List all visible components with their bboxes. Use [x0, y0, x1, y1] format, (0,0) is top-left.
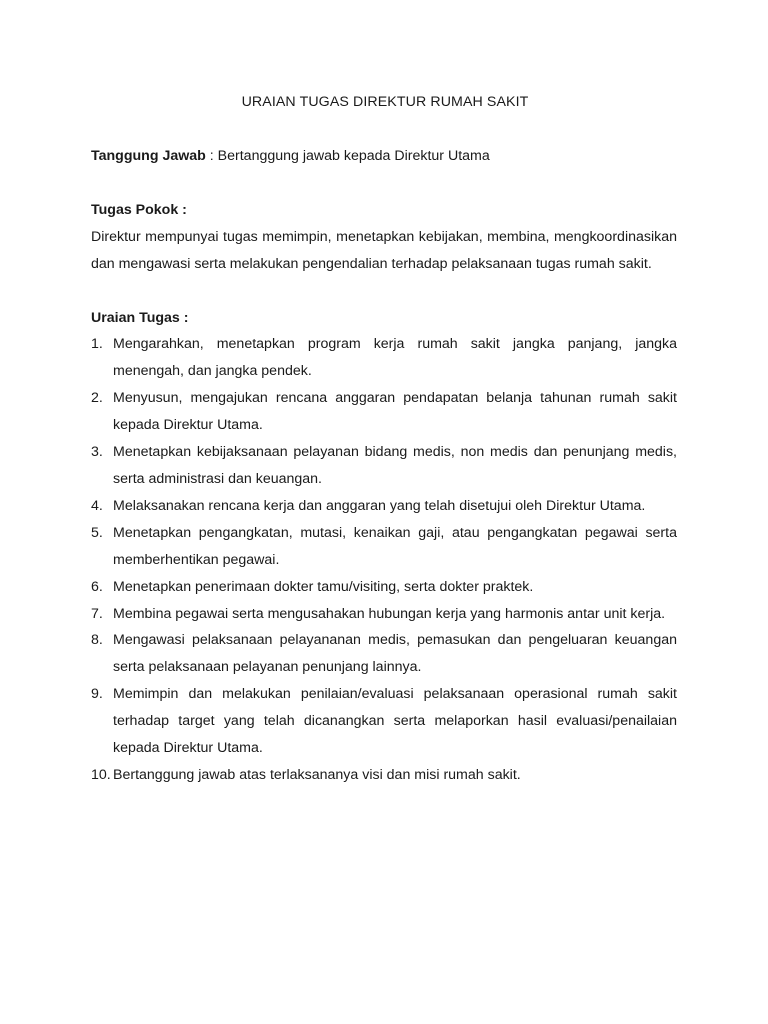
- list-item: [91, 331, 677, 385]
- list-item: [91, 520, 677, 574]
- spacer: [91, 116, 677, 143]
- duties-heading: Uraian Tugas :: [91, 309, 189, 326]
- list-item: [91, 385, 677, 439]
- list-item-number: 4.: [91, 497, 103, 514]
- spacer: [91, 170, 677, 197]
- responsibility-separator: :: [205, 147, 218, 164]
- list-item-text: Menyusun, mengajukan rencana anggaran pendapatan belanja tahunan rumah sakit kepada Direktur Utama.: [113, 390, 677, 434]
- list-item: [91, 627, 677, 681]
- responsibility-line: [91, 143, 677, 170]
- list-item-number: 2.: [91, 390, 103, 407]
- main-duty-heading: Tugas Pokok :: [91, 201, 187, 218]
- document-page: [91, 89, 677, 789]
- list-item-number: 8.: [91, 632, 103, 649]
- list-item-text: Membina pegawai serta mengusahakan hubungan kerja yang harmonis antar unit kerja.: [113, 605, 666, 622]
- list-item-text: Menetapkan penerimaan dokter tamu/visiting, serta dokter praktek.: [113, 578, 534, 595]
- list-item-text: Mengawasi pelaksanaan pelayananan medis, pemasukan dan pengeluaran keuangan serta pelaksanaan pelayanan penunjang lainnya.: [113, 632, 677, 676]
- list-item-text: Menetapkan pengangkatan, mutasi, kenaikan gaji, atau pengangkatan pegawai serta memberhentikan pegawai.: [113, 524, 677, 568]
- list-item-text: Melaksanakan rencana kerja dan anggaran yang telah disetujui oleh Direktur Utama.: [113, 497, 646, 514]
- spacer: [91, 278, 677, 305]
- list-item-text: Menetapkan kebijaksanaan pelayanan bidang medis, non medis dan penunjang medis, serta administrasi dan keuangan.: [113, 444, 677, 487]
- list-item-text: Bertanggung jawab atas terlaksananya visi dan misi rumah sakit.: [113, 766, 521, 783]
- list-item: [91, 601, 677, 628]
- duties-list: [91, 331, 677, 788]
- list-item: [91, 762, 677, 789]
- list-item: [91, 439, 677, 493]
- list-item-number: 3.: [91, 444, 103, 461]
- list-item: [91, 493, 677, 520]
- list-item: [91, 574, 677, 601]
- list-item-number: 10.: [91, 766, 111, 783]
- list-item-text: Mengarahkan, menetapkan program kerja rumah sakit jangka panjang, jangka menengah, dan jangka pendek.: [113, 336, 677, 380]
- main-duty-text: Direktur mempunyai tugas memimpin, menetapkan kebijakan, membina, mengkoordinasikan dan mengawasi serta melakukan pengendalian terhadap pelaksanaan tugas rumah sakit.: [91, 228, 677, 272]
- list-item-number: 6.: [91, 578, 103, 595]
- list-item-text: Memimpin dan melakukan penilaian/evaluasi pelaksanaan operasional rumah sakit terhadap target yang telah dicanangkan serta melaporkan hasil evaluasi/penailaian kepada Direktur Utama.: [113, 686, 677, 757]
- responsibility-text: Bertanggung jawab kepada Direktur Utama: [217, 147, 490, 164]
- list-item-number: 7.: [91, 605, 103, 622]
- responsibility-label: Tanggung Jawab: [91, 147, 206, 164]
- list-item-number: 5.: [91, 524, 103, 541]
- document-title: URAIAN TUGAS DIREKTUR RUMAH SAKIT: [241, 94, 529, 110]
- list-item: [91, 681, 677, 762]
- list-item-number: 1.: [91, 336, 103, 353]
- list-item-number: 9.: [91, 686, 103, 703]
